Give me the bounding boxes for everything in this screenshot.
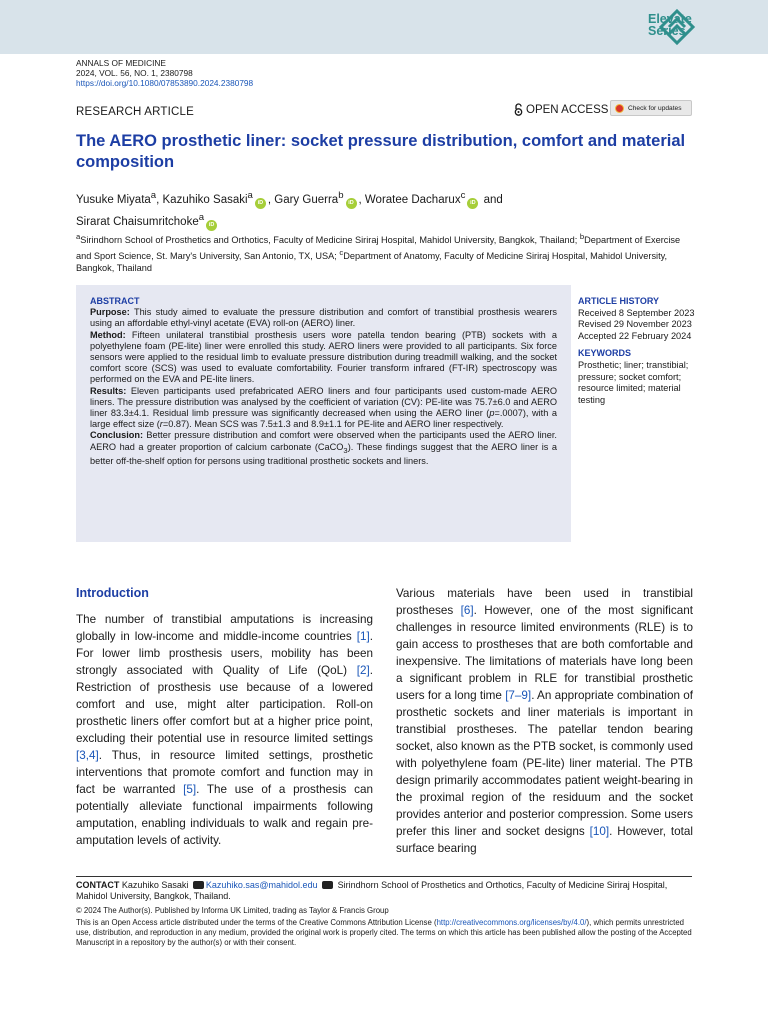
affil-sup: a: [247, 190, 253, 201]
affil-sup: b: [338, 190, 344, 201]
affil-sup: b: [579, 232, 585, 241]
open-lock-icon: [514, 103, 523, 116]
check-for-updates-button[interactable]: [610, 100, 692, 116]
article-history-heading: ARTICLE HISTORY: [578, 296, 660, 306]
abstract-method: [90, 330, 557, 386]
citation-link[interactable]: [10]: [589, 825, 610, 838]
citation-link[interactable]: [5]: [183, 783, 197, 796]
results-text: =.0007), with a large effect size (: [90, 408, 557, 430]
affil-sup: a: [76, 232, 81, 241]
citation-link[interactable]: [2]: [356, 664, 370, 677]
conclusion-text: Better pressure distribution and comfort were observed when the participants used the AERO liner. AERO had a greater proportion of calcium carbonate (CaCO: [90, 430, 557, 452]
affiliation-c: Department of Anatomy, Faculty of Medicine Siriraj Hospital, Mahidol University, Bangkok, Thailand: [76, 250, 668, 273]
accepted-date: Accepted 22 February 2024: [578, 330, 692, 341]
results-text: =0.87). Mean SCS was 7.5±1.3 and 8.9±1.1 for PE-lite and AERO liner respectively.: [162, 419, 504, 430]
address-icon: [322, 881, 333, 889]
copyright-notice: © 2024 The Author(s). Published by Informa UK Limited, trading as Taylor & Francis Group: [76, 906, 389, 915]
orcid-icon[interactable]: iD: [467, 198, 478, 209]
envelope-icon: [193, 881, 204, 889]
affil-sup: c: [460, 190, 466, 201]
contact-address: Sirindhorn School of Prosthetics and Orthotics, Faculty of Medicine Siriraj Hospital, Mahidol University, Bangkok, Thailand.: [76, 880, 668, 902]
journal-name: ANNALS OF MEDICINE: [76, 58, 166, 68]
method-label: Method:: [90, 329, 126, 340]
keywords-text: Prosthetic; liner; transtibial; pressure; socket comfort; resource limited; material testing: [578, 359, 689, 405]
doi-link[interactable]: https://doi.org/10.1080/07853890.2024.2380798: [76, 78, 254, 89]
body-text: . However, one of the most significant challenges in resource limited environments (RLE) is to gain access to prostheses that are both comfortable and inexpensive. The limitations of materials have long been a significant problem in RLE for transtibial prosthetic users for a long time: [396, 604, 693, 702]
author-name[interactable]: Sirarat Chaisumritchoke: [76, 215, 199, 228]
citation-link[interactable]: [1]: [356, 630, 370, 643]
conclusion-text: ). These findings suggest that the AERO liner is a better off-the-shelf option for persons using traditional prosthetic sockets and liners.: [90, 441, 557, 466]
body-text: Various materials have been used in transtibial prostheses: [396, 587, 693, 617]
body-column-right: [396, 585, 693, 857]
article-sidebar: [578, 296, 696, 406]
body-text: . However, total surface bearing: [396, 825, 693, 855]
author-name[interactable]: Kazuhiko Sasaki: [162, 193, 248, 206]
citation-link[interactable]: [6]: [460, 604, 474, 617]
purpose-text: This study aimed to evaluate the pressure distribution and comfort of transtibial prosthesis wearers using an affordable ethyl-vinyl acetate (EVA) roll-on (AERO) liner.: [90, 307, 557, 329]
affil-sup: a: [198, 211, 205, 223]
body-text: . An appropriate combination of prosthetic sockets and liner materials is important in transtibial prostheses. The patellar tendon bearing socket, also known as the PTB socket, is commonly used with polyethylene foam (PE-lite) liner material. The PTB design primarily accommodates patient weight-bearing in the proximal region of the residuum and the socket provides anterior and posterior compression. Some users prefer this liner and socket designs: [396, 689, 694, 838]
body-text: . For lower limb prosthesis users, mobility has been strongly associated with Quality of Life (QoL): [76, 630, 373, 677]
affil-sup: a: [150, 190, 157, 201]
license-notice: [76, 918, 692, 949]
check-updates-label: Check for updates: [628, 104, 682, 112]
orcid-icon[interactable]: iD: [346, 198, 357, 209]
affiliation-b: Department of Exercise and Sport Science, St. Mary's University, San Antonio, TX, USA;: [76, 235, 681, 261]
orcid-icon[interactable]: iD: [206, 220, 217, 231]
results-text: Eleven participants used prefabricated AERO liners and four participants used custom-made AERO liners. The pressure distribution was analysed by the coefficient of variation (CV): PE-lite was 75.7±6.0 and AERO liner 83.3±4.1. Residual limb pressure was significantly decreased when using the AERO liner (: [90, 385, 557, 419]
brand-line1: Elevate: [648, 12, 692, 26]
keywords-heading: KEYWORDS: [578, 348, 632, 359]
author-name[interactable]: Gary Guerra: [274, 193, 339, 206]
journal-info: [76, 58, 253, 89]
received-date: Received 8 September 2023: [578, 307, 695, 318]
open-access-label: OPEN ACCESS: [526, 103, 609, 116]
chem-subscript: 3: [343, 445, 348, 455]
introduction-heading: Introduction: [76, 586, 149, 600]
results-r-symbol: r: [159, 419, 163, 430]
contact-label: CONTACT: [76, 880, 120, 890]
journal-volume: 2024, VOL. 56, NO. 1, 2380798: [76, 68, 193, 79]
abstract-conclusion: [90, 430, 557, 466]
affiliations: [76, 231, 694, 275]
journal-header-bar: [0, 0, 768, 54]
author-name[interactable]: Yusuke Miyata: [76, 193, 151, 206]
affil-sup: c: [339, 247, 344, 257]
author-name[interactable]: Woratee Dacharux: [364, 193, 461, 206]
citation-link[interactable]: [3,4]: [76, 749, 99, 762]
abstract-purpose: [90, 307, 557, 329]
license-url-link[interactable]: http://creativecommons.org/licenses/by/4.0/: [436, 918, 587, 927]
footer-divider: [76, 876, 692, 877]
conclusion-label: Conclusion:: [90, 430, 144, 441]
body-text: . The use of a prosthesis can potentially alleviate functional impairments following amputation, enabling individuals to walk and regain pre-amputation levels of activity.: [76, 783, 373, 847]
body-text: The number of transtibial amputations is increasing globally in low-income and middle-income countries: [76, 613, 373, 643]
body-text: . Thus, in resource limited settings, prosthetic interventions that promote comfort and function may in fact be warranted: [76, 749, 373, 796]
elevate-series-logotype: [648, 14, 692, 37]
results-label: Results:: [90, 385, 127, 396]
open-access-badge: [514, 103, 608, 116]
license-text: ), which permits unrestricted use, distribution, and reproduction in any medium, provided the original work is properly cited. The terms on which this article has been published allow the posting of the Accepted Manuscript in a repository by the author(s) or with their consent.: [76, 918, 692, 948]
author-and: and: [483, 193, 503, 206]
revised-date: Revised 29 November 2023: [578, 319, 692, 330]
intro-paragraph: [396, 585, 693, 857]
results-p-symbol: p: [489, 408, 495, 419]
citation-link[interactable]: [7–9]: [505, 689, 532, 702]
contact-email-link[interactable]: Kazuhiko.sas@mahidol.edu: [205, 880, 318, 890]
purpose-label: Purpose:: [90, 307, 130, 318]
license-text: This is an Open Access article distributed under the terms of the Creative Commons Attribution License (: [76, 918, 437, 927]
contact-name: Kazuhiko Sasaki: [119, 880, 191, 890]
intro-paragraph: [76, 611, 373, 849]
article-type: RESEARCH ARTICLE: [76, 106, 195, 118]
contact-footnote: [76, 880, 692, 902]
method-text: Fifteen unilateral transtibial prosthesis users wore patella tendon bearing (PTB) sockets with a polyethylene foam (PE-lite) liner were enrolled this study. AERO liners were provided to all participants. Six force sensors were applied to the residual limb to evaluate pressure distribution during treadmill walking, and the socket comfort score (SCS) was used to evaluate comfortability. Fourier transform infrared (FT-IR) spectroscopy was performed on the EVA and PE-lite liners.: [90, 329, 557, 385]
body-column-left: [76, 585, 373, 849]
abstract-heading: ABSTRACT: [90, 296, 140, 306]
article-title: The AERO prosthetic liner: socket pressure distribution, comfort and material composition: [76, 132, 686, 171]
abstract-box: [76, 285, 571, 542]
brand-line2: Series: [648, 23, 686, 38]
body-text: . Restriction of prosthesis use because of a lowered comfort and use, might alter participation. Roll-on prosthetic liners offer comfort but at a higher price point, excluding their potential use in resource limited settings: [76, 664, 373, 745]
crossmark-icon: [615, 104, 624, 113]
affiliation-a: Sirindhorn School of Prosthetics and Orthotics, Faculty of Medicine Siriraj Hospital, Mahidol University, Bangkok, Thailand;: [80, 235, 580, 246]
author-list: Yusuke Miyata$^a$, Kazuhiko Sasaki$^a$iD , Gary Guerra$^b$iD , Woratee Dacharux$^c$iD and Sirarat Chaisumritchoke$^a$iD: [76, 187, 696, 231]
orcid-icon[interactable]: iD: [255, 198, 266, 209]
abstract-results: [90, 386, 557, 431]
